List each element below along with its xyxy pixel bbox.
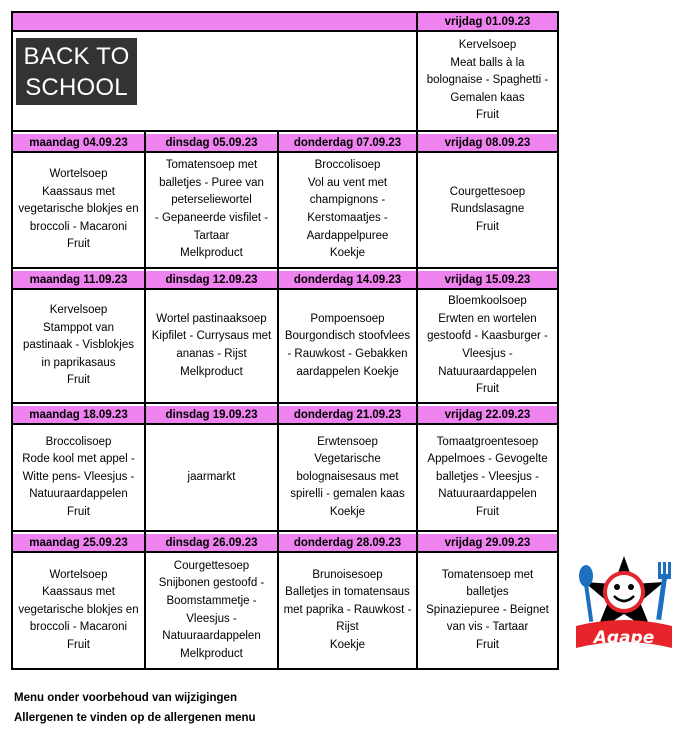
top-header-band xyxy=(13,13,416,30)
day-header-vrijdag: vrijdag 08.09.23 xyxy=(418,134,557,151)
logo-fork xyxy=(656,562,671,620)
menu-cell-week3-donderdag: Pompoensoep Bourgondisch stoofvlees - Rauwkost - Gebakken aardappelen Koekje xyxy=(284,312,411,378)
menu-cell-week2-donderdag: Broccolisoep Vol au vent met champignons - Kerstomaatjes - Aardappelpuree Koekje xyxy=(306,159,389,260)
menu-cell-week5-vrijdag: Tomatensoep met balletjes Spinaziepuree - Beignet van vis - Tartaar Fruit xyxy=(426,568,549,651)
day-header-maandag: maandag 11.09.23 xyxy=(13,271,144,288)
column-divider xyxy=(416,11,418,670)
menu-cell-week4-donderdag: Erwtensoep Vegetarische bolognaisesaus met spirelli - gemalen kaas Koekje xyxy=(290,435,405,518)
day-header-vrijdag: vrijdag 01.09.23 xyxy=(418,13,557,30)
menu-cell-week4-dinsdag: jaarmarkt xyxy=(187,470,236,483)
day-header-dinsdag: dinsdag 12.09.23 xyxy=(146,271,277,288)
back-to-school-banner xyxy=(16,38,137,105)
banner-line-2: SCHOOL xyxy=(25,73,128,101)
day-header-dinsdag: dinsdag 26.09.23 xyxy=(146,534,277,551)
row-divider xyxy=(11,530,559,532)
menu-cell-week2-dinsdag: Tomatensoep met balletjes - Puree van peterseliewortel - Gepaneerde visfilet - Tartaar Melkproduct xyxy=(154,159,269,260)
menu-cell-week3-maandag: Kervelsoep Stamppot van pastinaak - Visblokjes in paprikasaus Fruit xyxy=(22,304,134,387)
menu-cell-week1-vrijdag: Kervelsoep Meat balls à la bolognaise - Spaghetti - Gemalen kaas Fruit xyxy=(426,39,549,122)
day-header-donderdag: donderdag 07.09.23 xyxy=(279,134,416,151)
banner-line-1: BACK TO xyxy=(23,42,130,70)
menu-cell-week5-dinsdag: Courgettesoep Snijbonen gestoofd - Boomstammetje - Vleesjus - Natuuraardappelen Melkproduct xyxy=(158,559,265,660)
menu-cell-week3-vrijdag: Bloemkoolsoep Erwten en wortelen gestoofd - Kaasburger - Vleesjus - Natuuraardappelen Fruit xyxy=(427,295,548,396)
footer-note-allergens: Allergenen te vinden op de allergenen menu xyxy=(14,712,256,724)
column-divider xyxy=(277,130,279,670)
day-header-donderdag: donderdag 28.09.23 xyxy=(279,534,416,551)
day-header-maandag: maandag 18.09.23 xyxy=(13,406,144,423)
menu-cell-week4-vrijdag: Tomaatgroentesoep Appelmoes - Gevogelte balletjes - Vleesjus - Natuuraardappelen Fruit xyxy=(427,435,548,518)
day-header-vrijdag: vrijdag 29.09.23 xyxy=(418,534,557,551)
day-header-dinsdag: dinsdag 19.09.23 xyxy=(146,406,277,423)
day-header-dinsdag: dinsdag 05.09.23 xyxy=(146,134,277,151)
footer-note-changes: Menu onder voorbehoud van wijzigingen xyxy=(14,692,237,704)
row-divider xyxy=(11,551,559,553)
row-divider xyxy=(11,267,559,269)
column-divider xyxy=(144,130,146,670)
row-divider xyxy=(11,288,559,290)
day-header-maandag: maandag 25.09.23 xyxy=(13,534,144,551)
menu-cell-week5-donderdag: Brunoisesoep Balletjes in tomatensaus met paprika - Rauwkost - Rijst Koekje xyxy=(283,568,412,651)
menu-cell-week2-vrijdag: Courgettesoep Rundslasagne Fruit xyxy=(449,185,526,233)
menu-cell-week5-maandag: Wortelsoep Kaassaus met vegetarische blokjes en broccoli - Macaroni Fruit xyxy=(18,568,139,651)
day-header-donderdag: donderdag 21.09.23 xyxy=(279,406,416,423)
row-divider xyxy=(11,402,559,404)
menu-cell-week2-maandag: Wortelsoep Kaassaus met vegetarische blokjes en broccoli - Macaroni Fruit xyxy=(18,168,139,251)
row-divider xyxy=(11,130,559,132)
row-divider xyxy=(11,151,559,153)
day-header-vrijdag: vrijdag 15.09.23 xyxy=(418,271,557,288)
row-divider xyxy=(11,423,559,425)
day-header-vrijdag: vrijdag 22.09.23 xyxy=(418,406,557,423)
row-divider xyxy=(11,30,559,32)
logo-text: Agape xyxy=(593,628,655,648)
day-header-maandag: maandag 04.09.23 xyxy=(13,134,144,151)
day-header-donderdag: donderdag 14.09.23 xyxy=(279,271,416,288)
menu-cell-week4-maandag: Broccolisoep Rode kool met appel - Witte pens- Vleesjus - Natuuraardappelen Fruit xyxy=(22,435,135,518)
logo-spoon xyxy=(579,565,593,587)
logo-face xyxy=(605,573,643,611)
menu-cell-week3-dinsdag: Wortel pastinaaksoep Kipfilet - Currysaus met ananas - Rijst Melkproduct xyxy=(151,312,272,378)
agape-logo xyxy=(572,554,676,654)
